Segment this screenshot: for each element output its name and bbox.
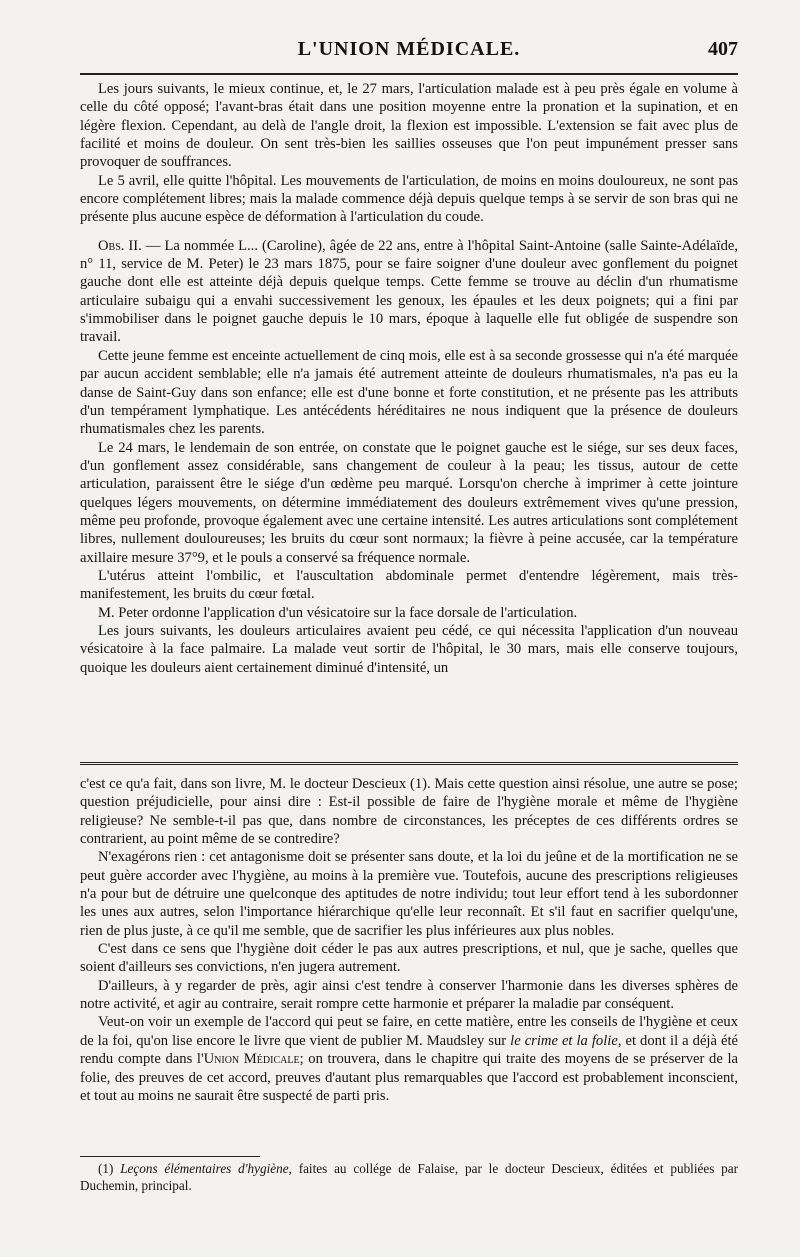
observation-label: Obs. II. [98,237,142,254]
journal-name: Union Médicale [203,1051,300,1068]
footnote-marker: (1) [98,1161,121,1176]
paragraph: c'est ce qu'a fait, dans son livre, M. le docteur Descieux (1). Mais cette question ainsi résolue, une autre se pose; question préjudicielle, pour ainsi dire : Est-il possible de faire de l'hygiène morale et même de l'hygiène religieuse? Ne semble-t-il pas que, dans nombre de circonstances, les préceptes de ces différents ordres se contrarient, au point même de se contredire? [80,776,738,848]
paragraph: M. Peter ordonne l'application d'un vésicatoire sur la face dorsale de l'articulation. [98,604,578,621]
header-rule [80,73,738,75]
page-header [80,38,738,72]
feuilleton-separator [80,762,738,765]
paragraph: D'ailleurs, à y regarder de près, agir ainsi c'est tendre à conserver l'harmonie dans les diverses sphères de notre activité, et agir au contraire, serait rompre cette harmonie et préparer la maladie par conséquent. [80,977,738,1013]
footnote [80,1160,738,1194]
clinical-observations [80,80,738,677]
observation-text: — La nommée L... (Caroline), âgée de 22 ans, entre à l'hôpital Saint-Antoine (salle Sainte-Adélaïde, n° 11, service de M. Peter) le 23 mars 1875, pour se faire soigner d'une douleur avec gonflement du poignet gauche dont elle est atteinte déjà depuis quelque temps. Cette femme se trouve au déclin d'un rhumatisme articulaire subaigu qui a envahi successivement les genoux, les épaules et les deux poignets; qui a fini par s'immobiliser dans le poignet gauche depuis le 10 mars, époque à laquelle elle fut obligée de suspendre son travail. [80,237,738,346]
paragraph: N'exagérons rien : cet antagonisme doit se présenter sans doute, et la loi du jeûne et de la mortification ne se peut guère accorder avec l'hygiène, au moins à la première vue. Toutefois, aucune des prescriptions religieuses n'a pour but de détruire une quelconque des aptitudes de notre individu; tout leur effort tend à les subordonner les unes aux autres, selon l'importance hiérarchique qu'elle leur reconnaît. Et s'il faut en sacrifier quelqu'une, rien de plus juste, à ce qu'il me semble, que de sacrifier les plus inférieures aux plus nobles. [80,849,738,939]
footnote-rule [80,1156,260,1157]
text-run: Veut-on voir un exemple de l'accord qui peut se faire, en cette matière, entre les conseils de l'hygiène et ceux de la foi, qu'on lise encore le livre que vient de publier M. Maudsley sur [80,1014,738,1049]
text-run: ; on trouvera, dans le chapitre qui traite des moyens de se préserver de la folie, des preuves de cet accord, preuves d'autant plus remarquables que l'accord est probablement inconscient, et tout au moins ne saurait être suspecté de parti pris. [80,1051,739,1104]
paragraph: Le 24 mars, le lendemain de son entrée, on constate que le poignet gauche est le siége, sur ses deux faces, d'un gonflement assez considérable, sans changement de couleur à la peau; les tissus, autour de cette articulation, paraissent être le siége d'un œdème peu marqué. Lorsqu'on cherche à imprimer à cette jointure quelques légers mouvements, on détermine immédiatement des douleurs extrêmement vives qu'une pression, même peu profonde, provoque également avec une certaine intensité. Les autres articulations sont complétement libres, nullement douloureuses; les bruits du cœur sont normaux; la fièvre à peine accusée, car la température axillaire mesure 37°9, et le pouls a conservé sa fréquence normale. [80,439,738,566]
paragraph-with-citation [80,1013,738,1105]
footnote-title: Leçons élémentaires d'hygiène [120,1161,289,1176]
feuilleton-section [80,775,738,1105]
page-number: 407 [708,38,738,60]
running-title: L'UNION MÉDICALE. [297,38,521,60]
paragraph: Les jours suivants, le mieux continue, et, le 27 mars, l'articulation malade est à peu près égale en volume à celle du côté opposé; l'avant-bras était dans une position moyenne entre la pronation et la supination, et en légère flexion. Cependant, au delà de l'angle droit, la flexion est impossible. L'extension se fait avec plus de facilité et moins de douleur. On sent très-bien les saillies osseuses que l'on peut impunément presser sans provoquer de souffrances. [80,81,738,171]
paragraph: Le 5 avril, elle quitte l'hôpital. Les mouvements de l'articulation, de moins en moins douloureux, ne sont pas encore complétement libres; mais la malade commence déjà depuis quelque temps à se servir de son bras qui ne présente plus aucune espèce de déformation à l'articulation du coude. [80,172,738,226]
paragraph: L'utérus atteint l'ombilic, et l'auscultation abdominale permet d'entendre légèrement, mais très-manifestement, les bruits du cœur fœtal. [80,567,738,603]
observation-paragraph [80,237,738,347]
paragraph: C'est dans ce sens que l'hygiène doit céder le pas aux autres prescriptions, et nul, que je sache, quelles que soient d'ailleurs ses convictions, n'en jugera autrement. [80,941,738,976]
text-run: , et dont il a déjà été rendu compte dans l' [80,1032,738,1068]
footnote-body: , faites au collége de Falaise, par le docteur Descieux, éditées et publiées par Duchemin, principal. [80,1161,739,1193]
paragraph: Les jours suivants, les douleurs articulaires avaient peu cédé, ce qui nécessita l'application d'un nouveau vésicatoire à la face palmaire. La malade veut sortir de l'hôpital, le 30 mars, mais elle conserve toujours, quoique les douleurs aient certainement diminué d'intensité, un [80,622,738,676]
paragraph: Cette jeune femme est enceinte actuellement de cinq mois, elle est à sa seconde grossesse qui n'a été marquée par aucun accident semblable; elle n'a jamais été autrement atteinte de douleurs rhumatismales, n'a pas eu la danse de Saint-Guy dans son enfance; elle est d'une bonne et forte constitution, et ne présente pas les attributs d'un tempérament lymphatique. Les antécédents héréditaires ne nous indiquent que la présence de douleurs rhumatismales chez les parents. [80,347,738,438]
footnote-text [80,1160,738,1194]
book-title: le crime et la folie [510,1032,618,1049]
